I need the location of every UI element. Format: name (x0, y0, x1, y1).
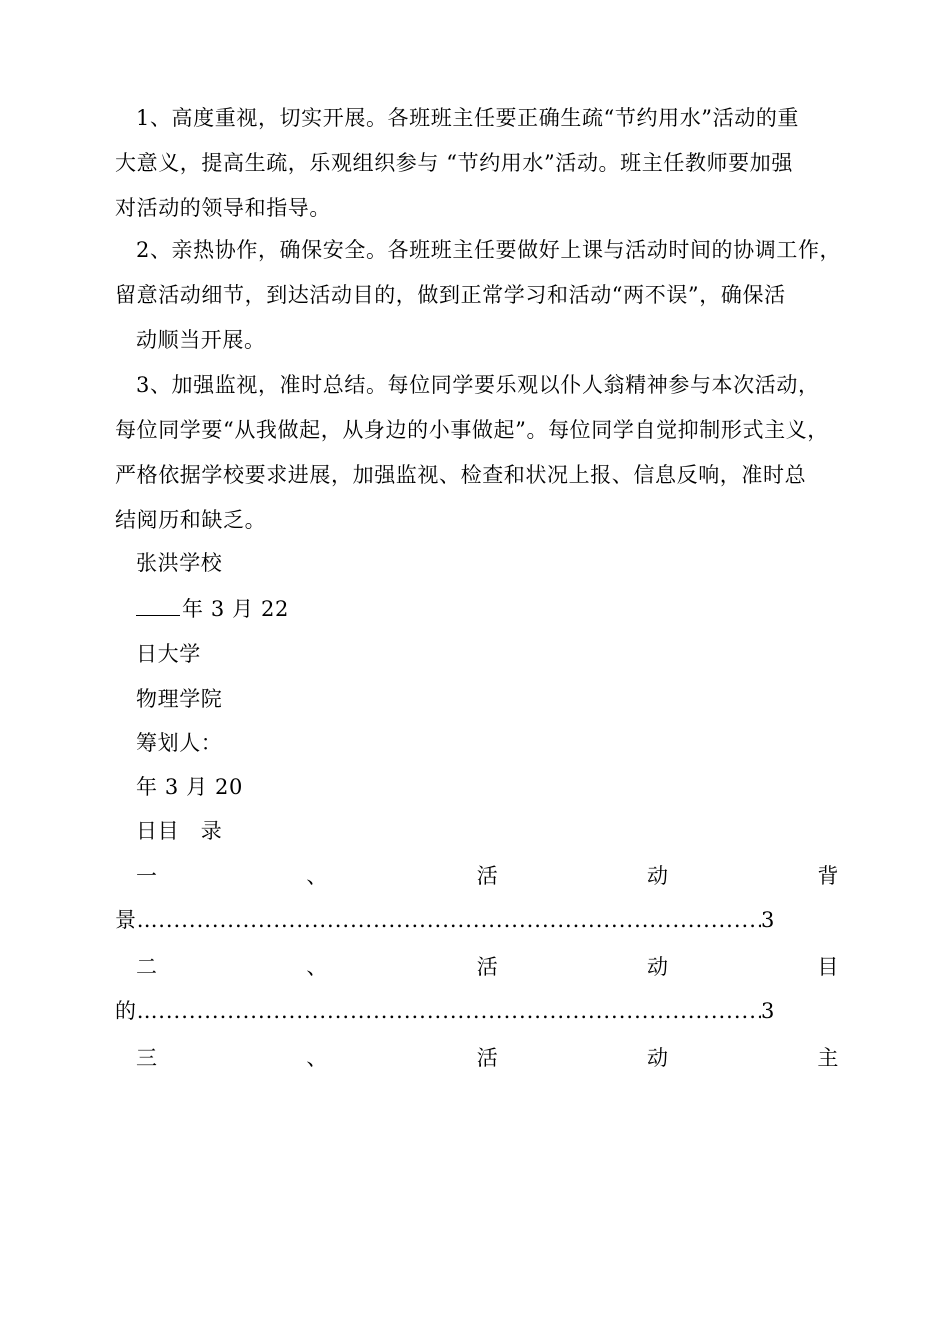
toc-entry-2-leader (115, 996, 775, 1026)
toc-entry-3-char: 动 (647, 1046, 669, 1070)
para2-line3: 动顺当开展。 (136, 328, 266, 352)
date-line-1 (136, 594, 860, 624)
toc-entry-3-char: 、 (306, 1046, 328, 1070)
toc-entry-2-page: 3 (761, 999, 775, 1023)
school-name: 张洪学校 (136, 551, 223, 575)
toc-entry-2-char: 目 (817, 955, 839, 979)
para3-line2: 每位同学要“从我做起，从身边的小事做起”。每位同学自觉抑制形式主义， (115, 418, 829, 442)
toc-entry-2-char: 二 (136, 955, 158, 979)
para3-line1: 3、加强监视，准时总结。每位同学要乐观以仆人翁精神参与本次活动， (136, 373, 820, 397)
para3-line4: 结阅历和缺乏。 (115, 508, 267, 532)
college-name: 物理学院 (136, 687, 223, 711)
toc-entry-3-title (136, 1043, 839, 1073)
toc-entry-3-char: 三 (136, 1046, 158, 1070)
para1-line2: 大意义，提高生疏，乐观组织参与 “节约用水”活动。班主任教师要加强 (115, 151, 793, 175)
toc-entry-1-page: 3 (761, 908, 775, 932)
para1-line1: 1、高度重视，切实开展。各班班主任要正确生疏“节约用水”活动的重 (136, 106, 800, 130)
para2-line1: 2、亲热协作，确保安全。各班班主任要做好上课与活动时间的协调工作， (136, 238, 842, 262)
para2-line2: 留意活动细节，到达活动目的，做到正常学习和活动“两不误”，确保活 (115, 283, 786, 307)
toc-entry-1-tail: 景… (115, 908, 159, 932)
university-name: 日大学 (136, 642, 201, 666)
planner-label: 筹划人： (136, 731, 223, 755)
date-blank (136, 595, 180, 616)
toc-entry-1-char: 、 (306, 864, 328, 888)
toc-entry-2-char: 、 (306, 955, 328, 979)
toc-entry-3-char: 主 (817, 1046, 839, 1070)
toc-entry-1-char: 一 (136, 864, 158, 888)
toc-entry-2-title (136, 952, 839, 982)
toc-entry-3-char: 活 (476, 1046, 499, 1070)
date-1-text: 年 3 月 22 (182, 597, 289, 621)
toc-entry-2-char: 活 (476, 955, 499, 979)
toc-entry-1-leader (115, 905, 775, 935)
para1-line3: 对活动的领导和指导。 (115, 196, 331, 220)
toc-entry-1-char: 动 (647, 864, 669, 888)
toc-entry-1-title (136, 861, 839, 891)
toc-entry-2-char: 动 (647, 955, 669, 979)
toc-heading: 日目 录 (136, 819, 223, 843)
toc-entry-1-char: 背 (817, 864, 839, 888)
para3-line3: 严格依据学校要求进展，加强监视、检查和状况上报、信息反响，准时总 (115, 463, 807, 487)
dot-leader (158, 996, 761, 1026)
toc-entry-1-char: 活 (476, 864, 499, 888)
toc-entry-2-tail: 的… (115, 999, 159, 1023)
date-line-2: 年 3 月 20 (136, 775, 243, 799)
dot-leader (158, 905, 761, 935)
